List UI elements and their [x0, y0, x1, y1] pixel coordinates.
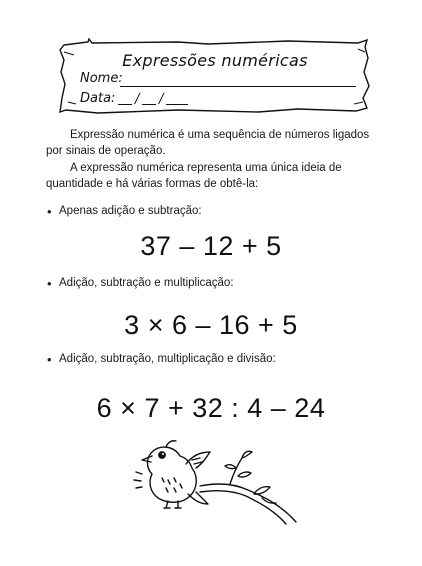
name-label: Nome:: [80, 71, 123, 86]
date-separator-2: /: [159, 92, 164, 107]
example-label-3: • Adição, subtração, multiplicação e divisão:: [59, 353, 276, 365]
date-year-line[interactable]: [166, 104, 188, 105]
date-label: Data:: [80, 91, 116, 106]
expression-2: 3 × 6 – 16 + 5: [124, 310, 298, 340]
intro-text-1: Expressão numérica é uma sequência de números ligados por sinais de operação.: [46, 129, 370, 157]
expression-1: 37 – 12 + 5: [140, 231, 282, 261]
example-label-2: • Adição, subtração e multiplicação:: [59, 277, 234, 289]
bird-on-branch-icon: [130, 438, 300, 528]
expression-3: 6 × 7 + 32 : 4 – 24: [96, 393, 326, 423]
date-separator-1: /: [135, 92, 140, 107]
date-month-line[interactable]: [142, 104, 156, 105]
worksheet-title: Expressões numéricas: [122, 51, 308, 70]
intro-text-2: A expressão numérica representa uma única ideia de quantidade e há várias formas de obtê-la:: [46, 162, 342, 190]
intro-paragraph-2: [46, 160, 376, 192]
intro-paragraph-1: [46, 127, 376, 159]
name-line[interactable]: [120, 86, 356, 87]
example-label-1: • Apenas adição e subtração:: [59, 205, 202, 217]
worksheet-header: [58, 38, 372, 114]
date-day-line[interactable]: [118, 104, 132, 105]
